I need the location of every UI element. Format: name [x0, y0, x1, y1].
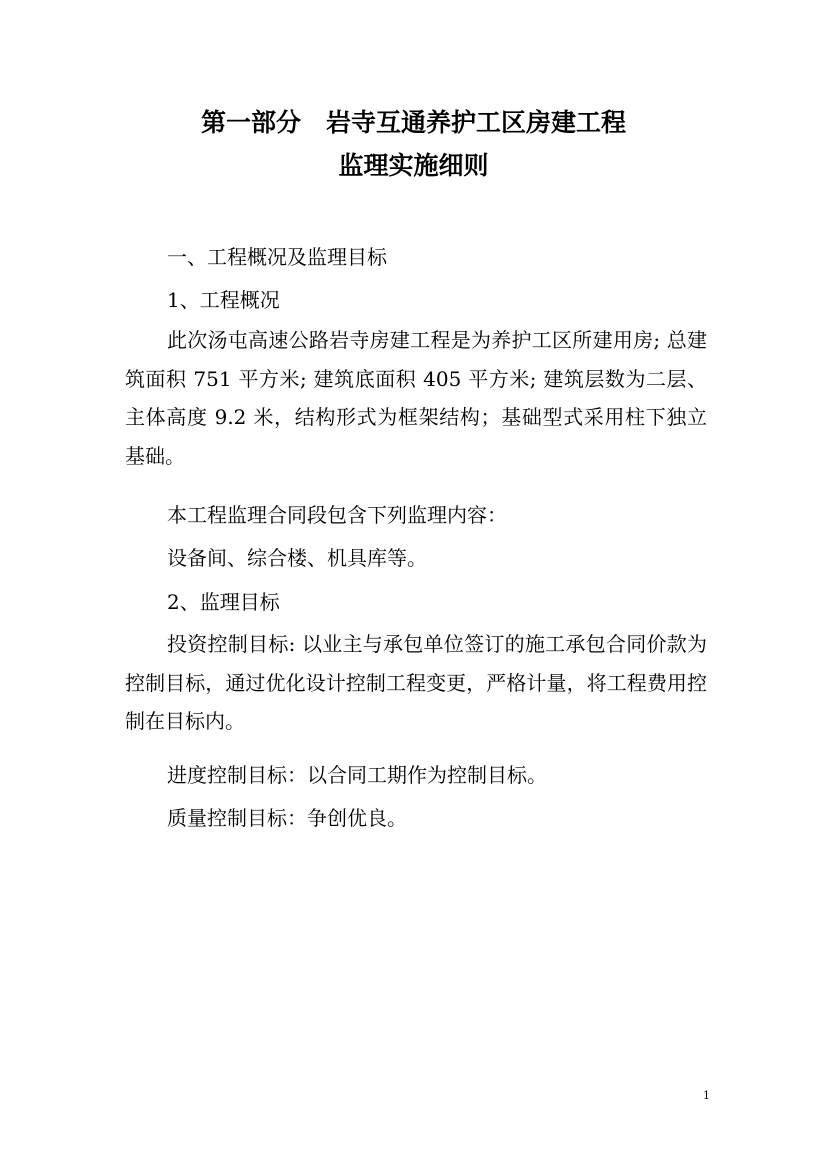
contract-scope-intro: 本工程监理合同段包含下列监理内容： [167, 503, 507, 527]
investment-goal-paragraph: 投资控制目标: 以业主与承包单位签订的施工承包合同价款为控制目标，通过优化设计控制工程变更，严格计量，将工程费用控制在目标内。 [125, 632, 707, 733]
contract-scope-items: 设备间、综合楼、机具库等。 [167, 546, 427, 570]
quality-goal: 质量控制目标：争创优良。 [167, 806, 407, 830]
page-number: 1 [703, 1089, 710, 1102]
subheading-supervision-goals: 2、监理目标 [167, 590, 280, 614]
overview-paragraph: 此次汤屯高速公路岩寺房建工程是为养护工区所建用房; 总建筑面积 751 平方米; 建筑底面积 405 平方米; 建筑层数为二层、主体高度 9.2 米，结构形式为框架结构；基础型式采用柱下独立基础。 [125, 328, 707, 468]
subheading-project-overview: 1、工程概况 [167, 288, 280, 312]
document-title-line-1: 第一部分 岩寺互通养护工区房建工程 [200, 108, 626, 137]
document-title-line-2: 监理实施细则 [338, 151, 489, 180]
section-heading: 一、工程概况及监理目标 [167, 245, 387, 269]
schedule-goal: 进度控制目标：以合同工期作为控制目标。 [167, 763, 547, 787]
